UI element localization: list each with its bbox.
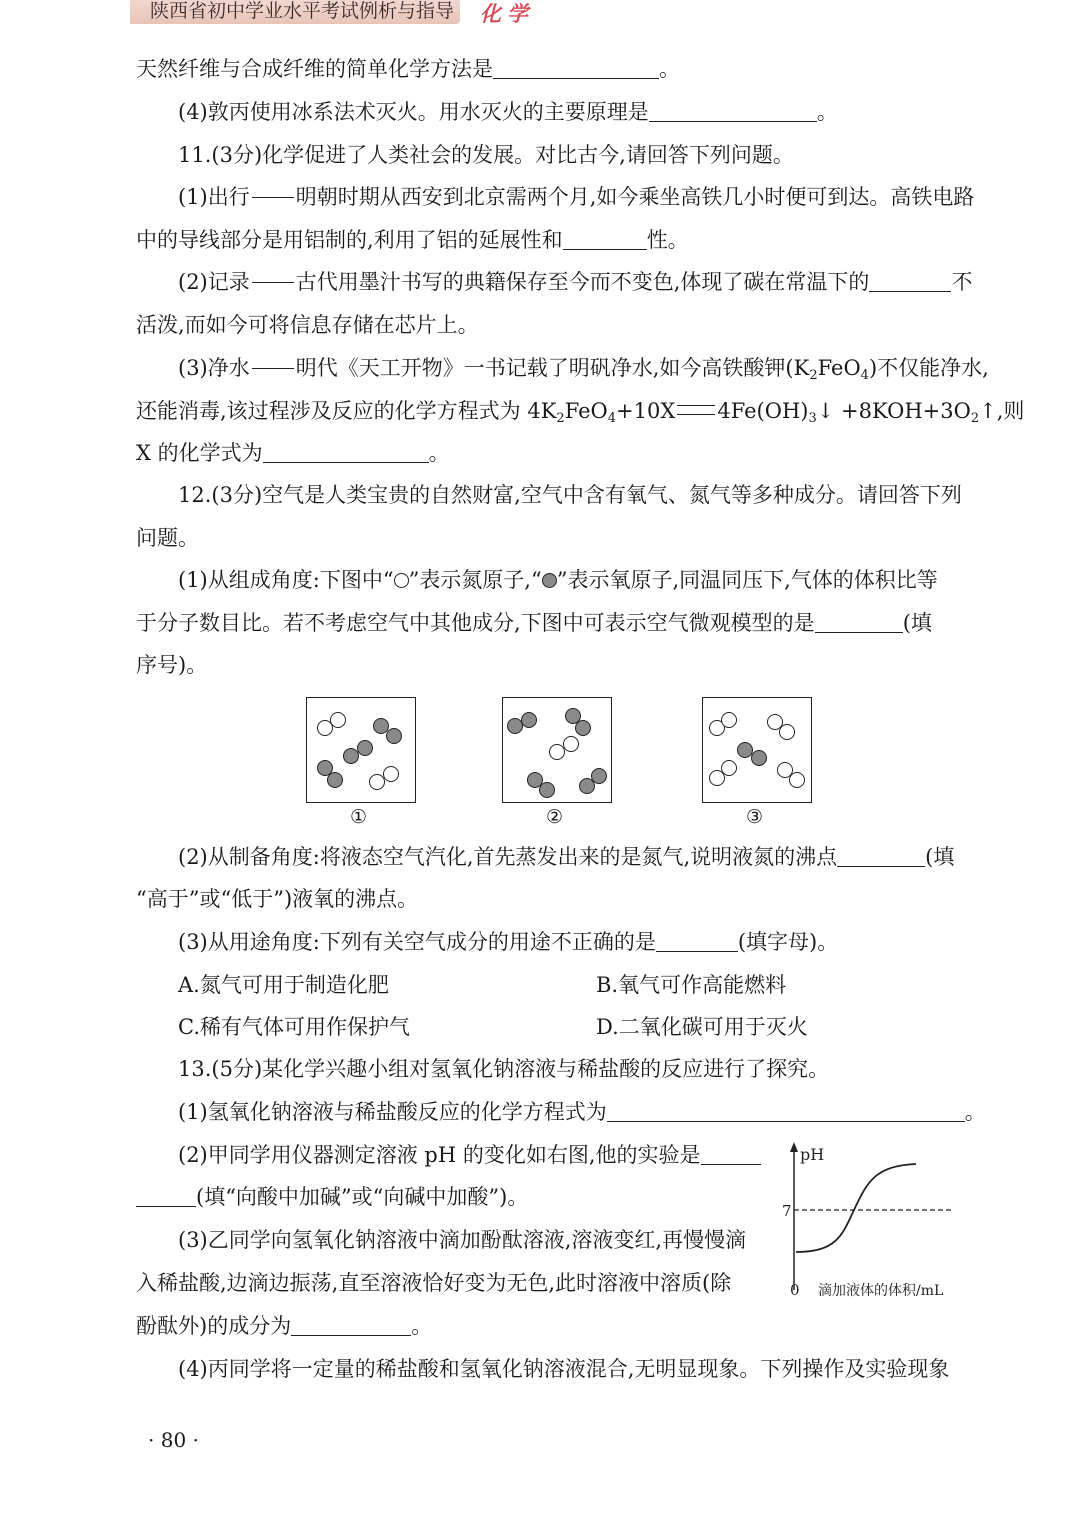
answer-blank: [493, 58, 659, 79]
q11-2-line2: 活泼,而如今可将信息存储在芯片上。: [136, 313, 479, 337]
model-label-3: ③: [746, 806, 764, 828]
model-label-1: ①: [350, 806, 368, 828]
answer-blank: [563, 229, 647, 250]
answer-blank: [649, 101, 817, 122]
page-number: · 80 ·: [148, 1428, 199, 1452]
q13-2-line1: (2)甲同学用仪器测定溶液 pH 的变化如右图,他的实验是: [178, 1142, 761, 1168]
nitrogen-atom-icon: [394, 573, 409, 588]
q11-3-equation: 还能消毒,该过程涉及反应的化学方程式为 $4K_2FeO_4+10X$ $4Fe(OH)_3↓$ $+8KOH+3O_2↑$,则: [136, 399, 1025, 426]
answer-blank: [291, 1315, 411, 1336]
q11-3-line3: X 的化学式为 。: [136, 441, 450, 465]
answer-blank: [837, 846, 925, 867]
ph-curve-graph: [776, 1140, 996, 1300]
q13-3-line2: 入稀盐酸,边滴边振荡,直至溶液恰好变为无色,此时溶液中溶质(除: [136, 1271, 732, 1295]
q11-1-line1: (1)出行 明朝时期从西安到北京需两个月,如今乘坐高铁几小时便可到达。高铁电路: [178, 185, 975, 209]
q13-4-line: (4)丙同学将一定量的稀盐酸和氢氧化钠溶液混合,无明显现象。下列操作及实验现象: [178, 1357, 950, 1381]
q13-1-line: (1)氢氧化钠溶液与稀盐酸反应的化学方程式为 。: [178, 1100, 986, 1124]
option-c: C.稀有气体可用作保护气: [178, 1015, 410, 1039]
question-11-title: 11.(3分)化学促进了人类社会的发展。对比古今,请回答下列问题。: [178, 143, 794, 167]
question-12-title-cont: 问题。: [136, 526, 199, 550]
q11-2-line1: (2)记录 古代用墨汁书写的典籍保存至今而不变色,体现了碳在常温下的 不: [178, 270, 973, 294]
q13-3-line1: (3)乙同学向氢氧化钠溶液中滴加酚酞溶液,溶液变红,再慢慢滴: [178, 1228, 747, 1252]
q12-1-line2: 于分子数目比。若不考虑空气中其他成分,下图中可表示空气微观模型的是 (填: [136, 611, 932, 635]
model-box-1: [306, 697, 416, 803]
model-box-3: [702, 697, 812, 803]
q11-3-line1: (3)净水 明代《天工开物》一书记载了明矾净水,如今高铁酸钾$(K_2FeO_4)$不仅能净水,: [178, 356, 989, 383]
y-axis-label: pH: [800, 1145, 825, 1164]
model-label-2: ②: [546, 806, 564, 828]
header-subject: 化学: [480, 2, 534, 26]
y-tick-7: 7: [782, 1202, 792, 1220]
x-axis-label: 滴加液体的体积/mL: [818, 1283, 944, 1299]
answer-blank: [136, 1186, 196, 1207]
origin-label: 0: [790, 1281, 800, 1299]
q12-3-line: (3)从用途角度:下列有关空气成分的用途不正确的是 (填字母)。: [178, 930, 839, 954]
option-b: B.氧气可作高能燃料: [596, 973, 787, 997]
q13-3-line3: 酚酞外)的成分为 。: [136, 1314, 433, 1338]
ph-curve: [796, 1164, 916, 1252]
line-q4: (4)敦丙使用冰系法术灭火。用水灭火的主要原理是 。: [178, 100, 838, 124]
answer-blank: [869, 271, 951, 292]
answer-blank: [701, 1144, 761, 1165]
answer-blank: [815, 612, 903, 633]
y-axis-arrow-icon: [790, 1142, 798, 1152]
line-fiber: 天然纤维与合成纤维的简单化学方法是 。: [136, 57, 680, 81]
oxygen-atom-icon: [542, 573, 557, 588]
question-12-title: 12.(3分)空气是人类宝贵的自然财富,空气中含有氧气、氮气等多种成分。请回答下列: [178, 483, 962, 507]
q12-1-line3: 序号)。: [136, 653, 208, 677]
answer-blank: [656, 931, 738, 952]
answer-blank: [607, 1101, 965, 1122]
option-d: D.二氧化碳可用于灭火: [596, 1015, 808, 1039]
header-title: 陕西省初中学业水平考试例析与指导: [150, 0, 455, 22]
q12-1-line1: (1)从组成角度:下图中“ ”表示氮原子,“ ”表示氧原子,同温同压下,气体的体积比等: [178, 568, 938, 592]
q11-1-line2: 中的导线部分是用铝制的,利用了铝的延展性和 性。: [136, 228, 689, 252]
q13-2-line2: (填“向酸中加碱”或“向碱中加酸”)。: [136, 1184, 528, 1210]
question-13-title: 13.(5分)某化学兴趣小组对氢氧化钠溶液与稀盐酸的反应进行了探究。: [178, 1057, 830, 1081]
answer-blank: [263, 442, 429, 463]
option-a: A.氮气可用于制造化肥: [178, 973, 389, 997]
model-box-2: [502, 697, 612, 803]
q12-2-line1: (2)从制备角度:将液态空气汽化,首先蒸发出来的是氮气,说明液氮的沸点 (填: [178, 845, 955, 869]
page-header: [0, 0, 1080, 30]
q12-2-line2: “高于”或“低于”)液氧的沸点。: [136, 887, 419, 911]
